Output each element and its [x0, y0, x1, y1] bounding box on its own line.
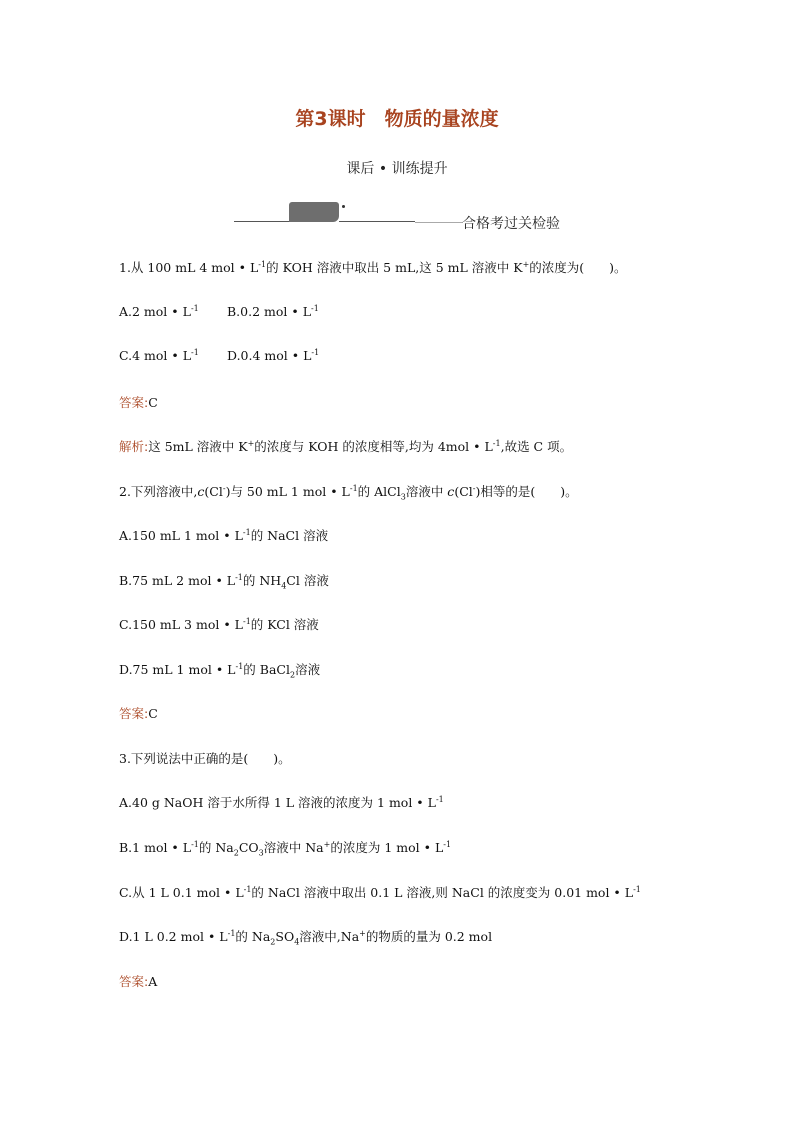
question-3-answer: 答案:A: [119, 974, 158, 989]
question-2-answer: 答案:C: [119, 706, 158, 721]
question-2-option-d: D.75 mL 1 mol • $L^{-1}$的 BaCl$_2$溶液: [119, 661, 321, 680]
question-3-option-b: B.1 mol • $L^{-1}$的 $Na_2CO_3$溶液中 Na+的浓度为 1 mol • $L^{-1}$: [119, 839, 452, 858]
section-dot-icon: [342, 205, 345, 208]
question-1-option-d: D.0.4 mol • $L^{-1}$: [227, 347, 320, 363]
question-2-option-c: C.150 mL 3 mol • $L^{-1}$的 KCl 溶液: [119, 616, 319, 632]
question-2-option-b: B.75 mL 2 mol • $L^{-1}$的 $NH_4Cl$ 溶液: [119, 572, 329, 591]
question-2-option-a: A.150 mL 1 mol • $L^{-1}$的 NaCl 溶液: [119, 527, 329, 543]
question-3-option-d: D.1 L 0.2 mol • $L^{-1}$的 $Na_2SO_4$溶液中,Na+的物质的量为 0.2 mol: [119, 928, 493, 947]
question-3-stem: 3.下列说法中正确的是( )。: [119, 751, 291, 766]
section-divider-left: [234, 221, 289, 222]
question-1-option-a: A.2 mol • $L^{-1}$: [119, 303, 199, 319]
section-heading: 合格考过关检验: [462, 216, 560, 232]
section-divider-right: [415, 222, 463, 223]
page-subtitle: 课后 • 训练提升: [346, 161, 448, 177]
question-3-option-a: A.40 g NaOH 溶于水所得 1 L 溶液的浓度为 1 mol • $L^{-1}$: [119, 794, 444, 810]
question-1-option-c: C.4 mol • $L^{-1}$: [119, 347, 199, 363]
page-title: 第3课时 物质的量浓度: [295, 108, 499, 130]
section-divider-mid: [339, 221, 415, 222]
question-1-analysis: 解析:这 5mL 溶液中 K+的浓度与 KOH 的浓度相等,均为 4mol • $L^{-1}$,故选 C 项。: [119, 438, 573, 454]
section-tab-badge: [289, 202, 339, 222]
question-1-stem: 1.从 100 mL 4 mol • $L^{-1}$的 KOH 溶液中取出 5 mL,这 5 mL 溶液中 K+的浓度为( )。: [119, 259, 627, 275]
question-2-stem: 2.下列溶液中,c(Cl-)与 50 mL 1 mol • $L^{-1}$的 AlCl$_3$溶液中 c(Cl-)相等的是( )。: [119, 483, 578, 502]
question-1-answer: 答案:C: [119, 395, 158, 410]
question-1-option-b: B.0.2 mol • $L^{-1}$: [227, 303, 319, 319]
question-3-option-c: C.从 1 L 0.1 mol • $L^{-1}$的 NaCl 溶液中取出 0.1 L 溶液,则 NaCl 的浓度变为 0.01 mol • $L^{-1}$: [119, 884, 641, 900]
